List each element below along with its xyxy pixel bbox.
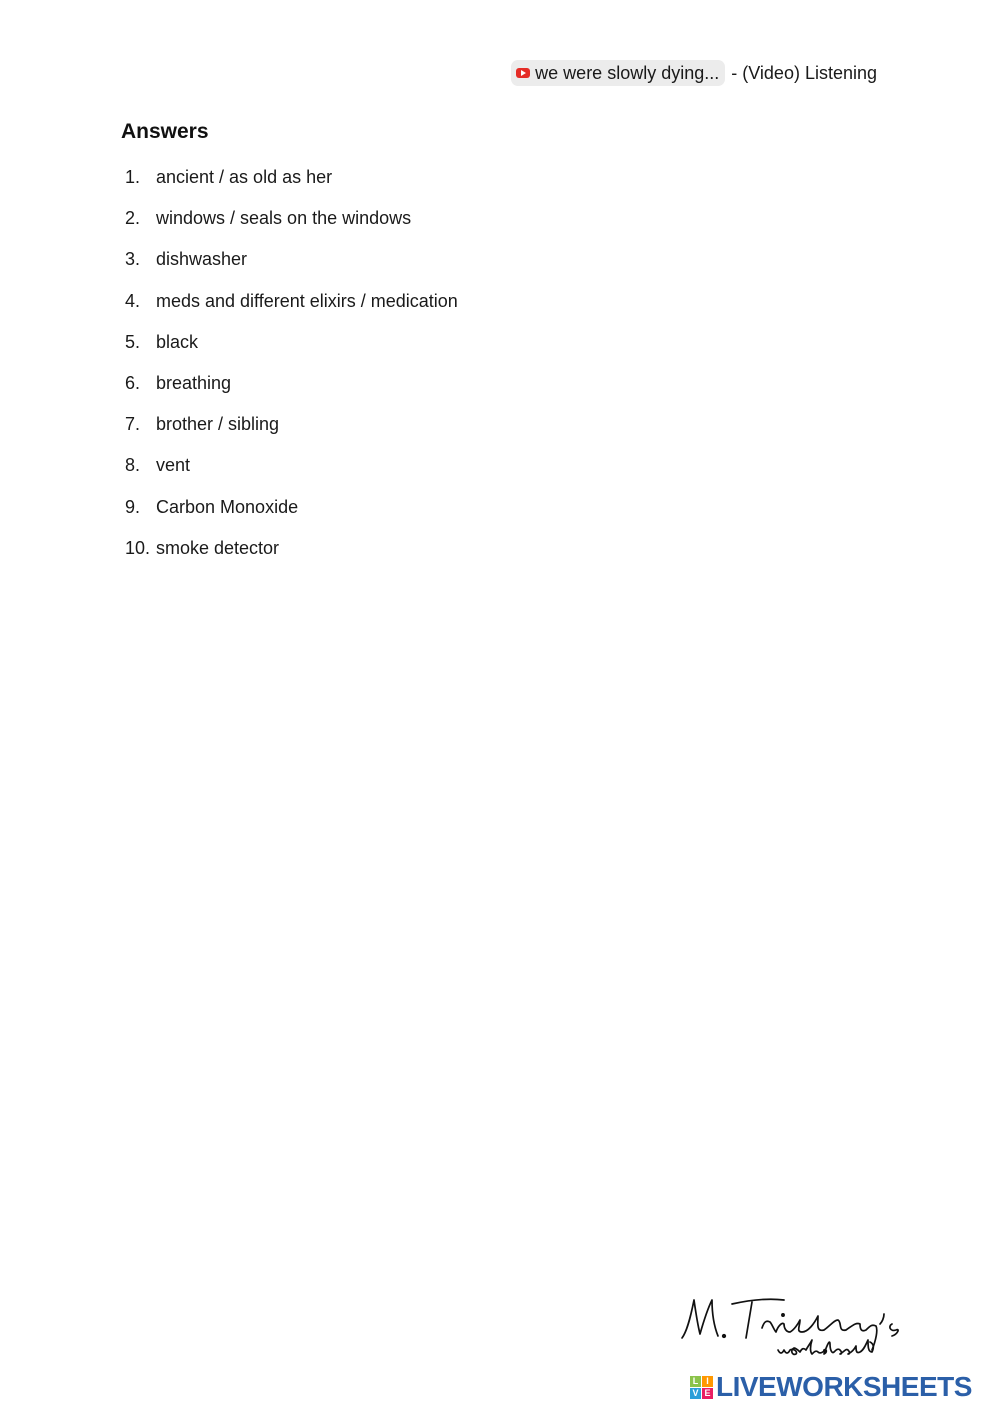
answer-item: [125, 331, 458, 372]
answer-item: [125, 537, 458, 578]
answer-item: [125, 248, 458, 289]
answer-text: smoke detector: [156, 537, 280, 558]
handwritten-signature-icon: [678, 1290, 928, 1365]
video-link-chip[interactable]: [511, 60, 725, 86]
answer-item: [125, 413, 458, 454]
answer-text: ancient / as old as her: [156, 167, 333, 187]
answer-item: [125, 372, 458, 413]
answer-text: brother / sibling: [156, 414, 280, 435]
answer-text: black: [156, 331, 199, 352]
answer-item: [125, 496, 458, 537]
video-reference-line: [511, 60, 877, 86]
badge-letter-l: L: [690, 1376, 701, 1387]
video-listening-label: - (Video) Listening: [731, 62, 877, 83]
answer-number: 4.: [125, 290, 141, 311]
answer-number: 5.: [125, 331, 141, 352]
answer-text: windows / seals on the windows: [156, 208, 412, 229]
answer-text: dishwasher: [156, 249, 248, 270]
answer-item: [125, 166, 458, 207]
video-link-text[interactable]: we were slowly dying...: [535, 62, 720, 83]
answer-number: 6.: [125, 372, 141, 393]
answer-number: 1.: [125, 167, 141, 187]
answers-heading: Answers: [121, 120, 209, 143]
answer-text: meds and different elixirs / medication: [156, 290, 458, 311]
answers-list: [125, 166, 458, 578]
liveworksheets-logo: [690, 1372, 972, 1402]
answer-number: 8.: [125, 455, 141, 476]
answer-text: breathing: [156, 372, 232, 393]
answer-number: 2.: [125, 208, 141, 229]
badge-letter-e: E: [702, 1388, 713, 1399]
youtube-play-icon: [516, 68, 530, 78]
answer-number: 9.: [125, 496, 141, 517]
answer-item: [125, 207, 458, 248]
answer-item: [125, 454, 458, 495]
live-badge-icon: [690, 1376, 713, 1399]
logo-wordmark: LIVEWORKSHEETS: [716, 1371, 972, 1402]
badge-letter-i: I: [702, 1376, 713, 1387]
answer-text: Carbon Monoxide: [156, 496, 299, 517]
author-signature: [678, 1290, 928, 1370]
answer-text: vent: [156, 455, 191, 476]
answer-number: 3.: [125, 249, 141, 270]
answer-number: 7.: [125, 414, 141, 435]
badge-letter-v: V: [690, 1388, 701, 1399]
answer-number: 10.: [125, 537, 151, 558]
answer-item: [125, 290, 458, 331]
